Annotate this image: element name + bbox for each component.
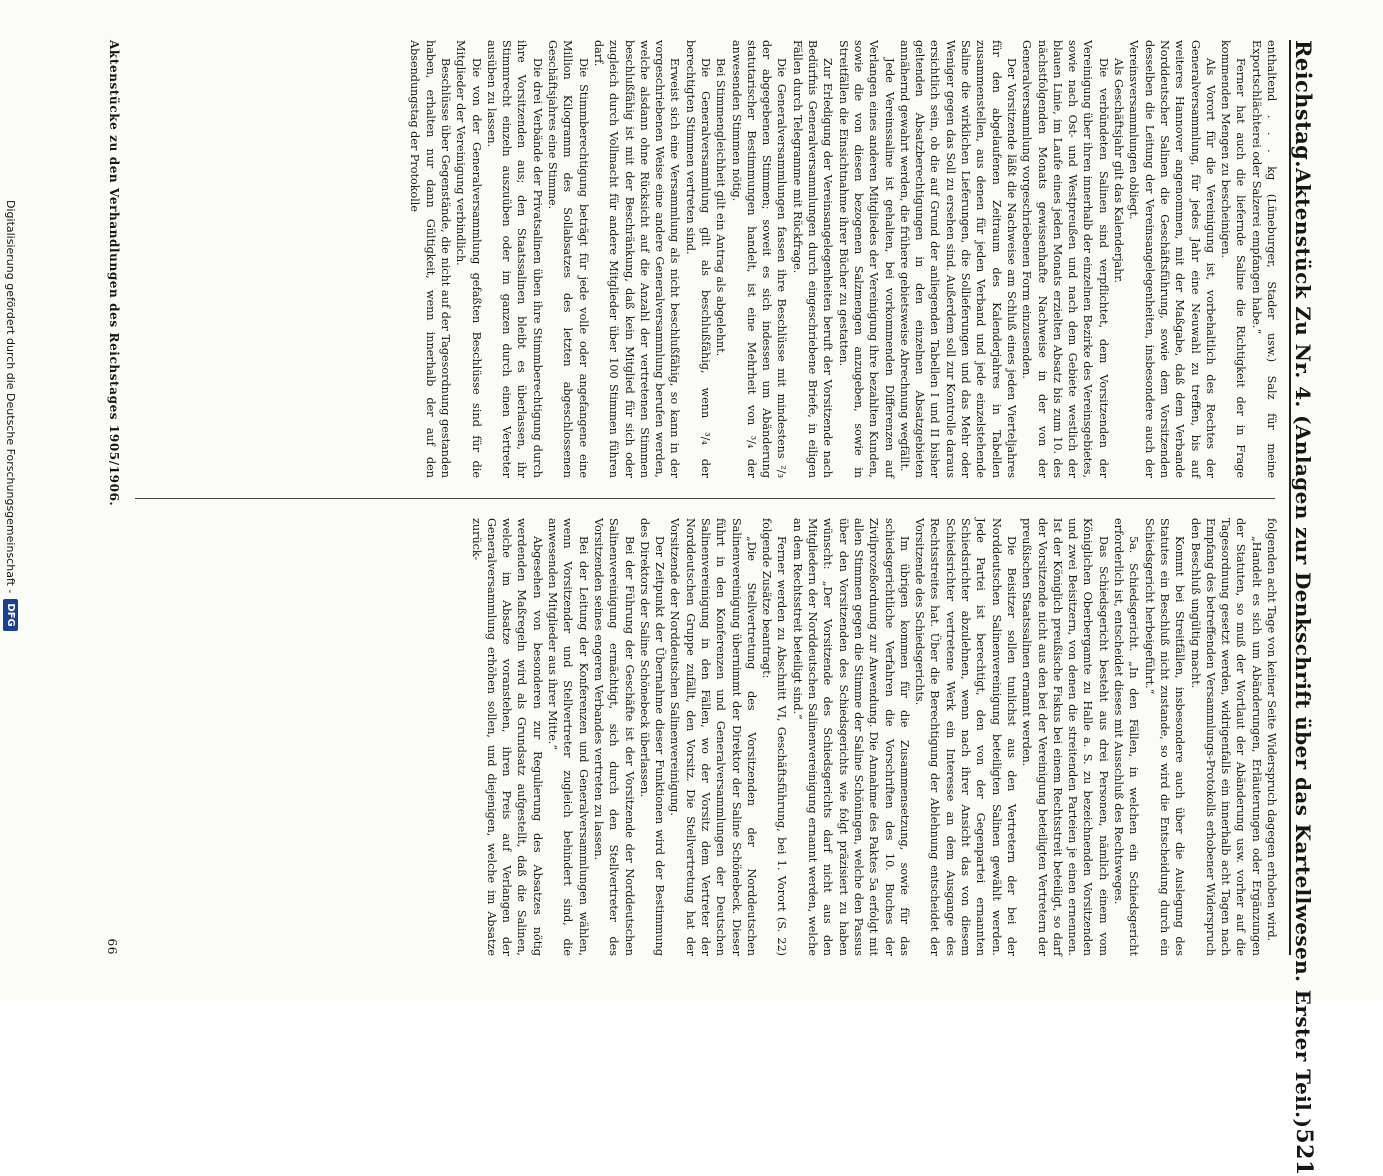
right-column	[134, 518, 1279, 956]
paragraph: Die Beisitzer sollen tunlichst aus den Vertretern der bei der Norddeutschen Salinenvereinigung beteiligten Salinen gewählt werden. Jede Partei ist berechtigt, den von der Gegenpartei ernannten Schiedsrichter abzulehnen, wenn nach ihrer Ansicht das von diesem Schiedsrichter vertretene Werk ein Interesse an dem Ausgange des Rechtsstreites hat. Über die Berechtigung der Ablehnung entscheidet der Vorsitzende des Schiedsgerichts.	[913, 518, 1018, 956]
paragraph: enthaltend . . . kg (Lüneburger, Stader usw.) Salz für meine Exportschlächterei oder Salzerei empfangen habe.“	[1249, 40, 1278, 478]
left-column	[134, 40, 1279, 478]
digitization-text: Digitalisierung gefördert durch die Deutsche Forschungsgemeinschaft -	[4, 200, 18, 594]
page-footer	[99, 40, 121, 955]
paragraph: Jede Vereinssaline ist gehalten, bei vorkommenden Differenzen auf Verlangen eines anderen Mitgliedes der Vereinigung ihre bezahlten Kunden, sowie die von diesen bezogenen Salzmengen anzugeben, sowie in Streitfällen die Einsichtnahme ihrer Bücher zu gestatten.	[836, 40, 896, 478]
paragraph: 5a. Schiedsgericht. „In den Fällen, in welchen ein Schiedsgericht erforderlich ist, entscheidet dieses mit Ausschluß des Rechtsweges.	[1112, 518, 1141, 956]
paragraph: folgenden acht Tage von keiner Seite Widerspruch dagegen erhoben wird.	[1265, 518, 1278, 942]
page-header	[1289, 40, 1331, 1176]
footer-left: Aktenstücke zu den Verhandlungen des Reichstages 1905/1906.	[107, 40, 121, 507]
paragraph: Bei der Leitung der Konferenzen und Generalversammlungen wählen, wenn Vorsitzender und Stellvertreter zugleich behindert sind, die anwesenden Mitglieder aus ihrer Mitte.“	[546, 518, 590, 956]
header-left: Reichstag.	[1291, 40, 1316, 168]
paragraph: Kommt bei Streitfällen, insbesondere auch über die Auslegung des Statutes ein Beschluß nicht zustande, so wird die Entscheidung durch ein Schiedsgericht herbeigeführt.“	[1142, 518, 1187, 956]
paragraph: „Handelt es sich um Abänderungen, Erläuterungen oder Ergänzungen der Statuten, so muß der Wortlaut der Abänderung usw. vorher auf die Tagesordnung gesetzt werden, widrigenfalls ein innerhalb acht Tagen nach Empfang des betreffenden Versammlungs-Protokolls erhobener Widerspruch den Beschluß ungültig macht.	[1188, 518, 1263, 956]
paragraph: Die Stimmberechtigung beträgt für jede volle oder angefangene eine Million Kilogramm des Sollabsatzes des letzten abgeschlossenen Geschäftsjahres eine Stimme.	[546, 40, 590, 478]
dfg-logo: DFG	[4, 599, 19, 630]
page-number: 521	[1291, 1128, 1317, 1176]
paragraph: „Die Stellvertretung des Vorsitzenden der Norddeutschen Salinenvereinigung übernimmt der Direktor der Saline Schönebeck. Dieser führt in den Konferenzen und Generalversammlungen der Deutschen Salinenvereinigung in den Fällen, wo der Vorsitz dem Vertreter der Norddeutschen Gruppe zufällt, den Vorsitz. Die Stellvertretung hat der Vorsitzende der Norddeutschen Salinenvereinigung.	[668, 518, 758, 956]
paragraph: Die verbündeten Salinen sind verpflichtet, dem Vorsitzenden der Vereinigung über ihren innerhalb der einzelnen Bezirke des Vereinsgebietes, sowie nach Ost- und Westpreußen und nach dem Gebiete westlich der blauen Linie, im Laufe eines jeden Monats erzielten Absatz bis zum 10. des nächstfolgenden Monats gewissenhafte Nachweise in der von der Generalversammlung vorgeschriebenen Form einzusenden.	[1020, 40, 1110, 479]
header-title: Aktenstück Zu Nr. 4. (Anlagen zur Denkschrift über das Kartellwesen. Erster Teil.)	[1291, 167, 1315, 1129]
paragraph: Die Generalversammlungen fassen ihre Beschlüsse mit mindestens ²/₃ der abgegebenen Stimmen; soweit es sich indessen um Abänderung statutarischer Bestimmungen handelt, ist eine Mehrheit von ³/₄ der anwesenden Stimmen nötig.	[729, 40, 789, 478]
paragraph: Bei Stimmengleichheit gilt ein Antrag als abgelehnt.	[714, 58, 728, 357]
paragraph: Abgesehen von besonderen zur Regulierung des Absatzes nötig werdenden Maßregeln wird als Grundsatz aufgestellt, daß die Salinen, welche im Absatze voranstehen, ihren Preis auf Verlangen der Generalversammlung erhöhen sollen, und diejenigen, welche im Absatze zurück-	[469, 518, 544, 956]
paragraph: Der Vorsitzende läßt die Nachweise am Schluß eines jeden Vierteljahres für den abgelaufenen Zeitraum des Kalenderjahres in Tabellen zusammenstellen, aus denen für jeden Verband und jede einzelstehende Saline die wirklichen Lieferungen, die Sollieferungen und das Mehr oder Weniger gegen das Soll zu ersehen sind. Außerdem soll zur Kontrolle daraus ersichtlich sein, ob die auf Grund der anliegenden Tabellen I und II bisher geltenden Absatzberechtigungen in den einzelnen Absatzgebieten annähernd gewahrt werden, die frühere gebietsweise Abrechnung wegfällt.	[897, 40, 1018, 478]
footer-right: 66	[105, 938, 119, 955]
paragraph: Zur Erledigung der Vereinsangelegenheiten beruft der Vorsitzende nach Bedürfnis Generalversammlungen durch eingeschriebene Briefe, in eiligen Fällen durch Telegramme mit Rückfrage.	[790, 40, 835, 478]
column-divider	[135, 498, 1275, 499]
paragraph: Bei der Führung der Geschäfte ist der Vorsitzende der Norddeutschen Salinenvereinigung ermächtigt, sich durch den Stellvertreter des Vorsitzenden seines engeren Verbandes vertreten zu lassen.	[591, 518, 636, 956]
paragraph: Beschlüsse über Gegenstände, die nicht auf der Tagesordnung gestanden haben, erhalten nur dann Gültigkeit, wenn innerhalb der auf den Absendungstag der Protokolle	[408, 40, 452, 478]
paragraph: Die Generalversammlung gilt als beschlußfähig, wenn ³/₄ der berechtigten Stimmen vertreten sind.	[683, 40, 713, 478]
paragraph: Die von der Generalversammlung gefaßten Beschlüsse sind für die Mitglieder der Vereinigung verbindlich.	[454, 40, 483, 478]
paragraph: Erweist sich eine Versammlung als nicht beschlußfähig, so kann in der vorgeschriebenen Weise eine andere Generalversammlung berufen werden, welche alsdann ohne Rücksicht auf die Anzahl der vertretenen Stimmen beschlußfähig ist mit der Beschränkung, daß kein Mitglied für sich oder zugleich durch Vollmacht für andere Mitglieder über 100 Stimmen führen darf.	[591, 40, 682, 478]
paragraph: Im übrigen kommen für die Zusammensetzung, sowie für das schiedsgerichtliche Verfahren die Vorschriften des 10. Buches der Zivilprozeßordnung zur Anwendung. Die Annahme des Paktes 5a erfolgt mit allen Stimmen gegen die Stimme der Saline Schöningen, welche den Passus über den Vorsitzenden des Schiedsgerichts wie folgt präzisiert zu haben wünscht: „Der Vorsitzende des Schiedsgerichts darf nicht aus den Mitgliedern der Norddeutschen Salinenvereinigung ernannt werden, welche an dem Rechtsstreit beteiligt sind.“	[790, 518, 911, 956]
paragraph: Die drei Verbände der Privatsalinen üben ihre Stimmberechtigung durch ihre Vorsitzenden aus; den Staatssalinen bleibt es überlassen, ihr Stimmrecht einzeln auszuüben oder im ganzen durch einen Vertreter ausüben zu lassen.	[484, 40, 544, 478]
paragraph: Das Schiedsgericht besteht aus drei Personen, nämlich einem vom Königlichen Oberbergamte zu Halle a. S. zu bezeichnenden Vorsitzenden und zwei Beisitzern, von denen die streitenden Parteien je einen ernennen. Ist der Königlich preußische Fiskus bei einem Rechtsstreit beteiligt, so darf der Vorsitzende nicht aus den bei der Vereinigung beteiligten Vertretern der preußischen Staatssalinen ernannt werden.	[1020, 518, 1110, 956]
paragraph: Als Vorort für die Vereinigung ist, vorbehaltlich des Rechtes der Generalversammlung, für jedes Jahr eine Neuwahl zu treffen, bis auf weiteres Hannover angenommen, mit der Maßgabe, daß dem Verbande Norddeutscher Salinen die Geschäftsführung, sowie dem Vorsitzenden desselben die Leitung der Vereinsangelegenheiten, insbesondere auch der Vereinsversammlungen obliegt.	[1127, 40, 1217, 478]
digitization-note	[3, 200, 19, 980]
paragraph: Ferner hat auch die liefernde Saline die Richtigkeit der in Frage kommenden Mengen zu bescheinigen.	[1219, 40, 1248, 478]
paragraph: Als Geschäftsjahr gilt das Kalenderjahr.	[1112, 58, 1126, 284]
paragraph: Der Zeitpunkt der Übernahme dieser Funktionen wird der Bestimmung des Direktors der Saline Schönebeck überlassen.	[637, 518, 667, 956]
paragraph: Ferner werden zu Abschnitt VI, Geschäftsführung, bei 1. Vorort (S. 22) folgende Zusätze beantragt:	[760, 518, 789, 956]
